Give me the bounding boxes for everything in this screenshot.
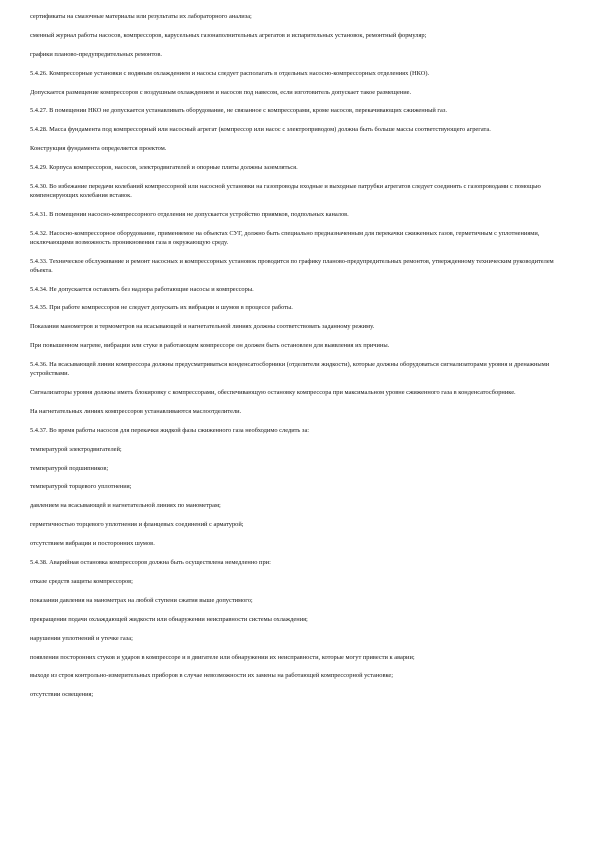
paragraph: 5.4.37. Во время работы насосов для перекачки жидкой фазы сжиженного газа необходимо следить за: — [30, 426, 310, 434]
paragraph: Конструкция фундамента определяется проектом. — [30, 145, 167, 153]
paragraph: 5.4.34. Не допускается оставлять без надзора работающие насосы и компрессоры. — [30, 285, 254, 293]
paragraph: отсутствии освещения; — [30, 691, 94, 699]
paragraph: давлением на всасывающей и нагнетательной линиях по манометрам; — [30, 502, 221, 510]
paragraph: 5.4.30. Во избежание передачи колебаний компрессорной или насосной установки на газопроводы входные и выходные патрубки агрегатов следует соединять с газопроводами с помощью компенсирующих колебания вставок. — [30, 183, 541, 200]
paragraph: 5.4.26. Компрессорные установки с водяным охлаждением и насосы следует располагать в отдельных насосно-компрессорных отделениях (НКО). — [30, 69, 430, 77]
document-page — [30, 12, 565, 709]
paragraph: Сигнализаторы уровня должны иметь блокировку с компрессорами, обеспечивающую остановку компрессора при максимальном уровне сжиженного газа в конденсатосборнике. — [30, 389, 516, 397]
paragraph: 5.4.32. Насосно-компрессорное оборудование, применяемое на объектах СУГ, должно быть специально предназначенным для перекачки сжиженных газов, герметичным с уплотнениями, исключающими возможность проникновения газа в окружающую среду. — [30, 229, 540, 246]
paragraph: отсутствием вибрации и посторонних шумов. — [30, 540, 155, 548]
paragraph: 5.4.31. В помещении насосно-компрессорного отделения не допускается устройство приямков, подпольных каналов. — [30, 210, 349, 218]
paragraph: 5.4.29. Корпуса компрессоров, насосов, электродвигателей и опорные плиты должны заземляться. — [30, 164, 298, 172]
paragraph: сертификаты на смазочные материалы или результаты их лабораторного анализа; — [30, 13, 252, 20]
paragraph: Допускается размещение компрессоров с воздушным охлаждением и насосов под навесом, если изготовитель допускает такое размещение. — [30, 88, 412, 96]
paragraph: появлении посторонних стуков и ударов в компрессоре и в двигателе или обнаружении их неисправности, которые могут привести к аварии; — [30, 653, 415, 661]
paragraph: температурой подшипников; — [30, 464, 109, 472]
paragraph: нарушении уплотнений и утечке газа; — [30, 634, 133, 642]
paragraph: показании давления на манометрах на любой ступени сжатия выше допустимого; — [30, 596, 253, 604]
paragraph: На нагнетательных линиях компрессоров устанавливаются маслоотделители. — [30, 407, 242, 415]
paragraph: температурой торцевого уплотнения; — [30, 483, 132, 491]
paragraph: отказе средств защиты компрессоров; — [30, 577, 133, 585]
paragraph: 5.4.36. На всасывающей линии компрессора должны предусматриваться конденсатосборники (отделители жидкости), которые должны оборудоваться сигнализаторами уровня и дренажными устройствами. — [30, 361, 550, 378]
paragraph: 5.4.28. Масса фундамента под компрессорный или насосный агрегат (компрессор или насос с электроприводом) должна быть больше массы соответствующего агрегата. — [30, 126, 491, 134]
paragraph: выходе из строя контрольно-измерительных приборов в случае невозможности их замены на работающей компрессорной установке; — [30, 672, 394, 680]
paragraph: графики планово-предупредительных ремонтов. — [30, 50, 162, 58]
paragraph: При повышенном нагреве, вибрации или стуке в работающем компрессоре он должен быть остановлен для выявления их причины. — [30, 342, 390, 350]
paragraph: 5.4.35. При работе компрессоров не следует допускать их вибрации и шумов в процессе работы. — [30, 304, 293, 312]
paragraph: герметичностью торцевого уплотнения и фланцевых соединений с арматурой; — [30, 521, 244, 529]
paragraph: температурой электродвигателей; — [30, 445, 122, 453]
paragraph: сменный журнал работы насосов, компрессоров, карусельных газонаполнительных агрегатов и испарительных установок, ремонтный формуляр; — [30, 31, 427, 39]
paragraph: 5.4.38. Аварийная остановка компрессоров должна быть осуществлена немедленно при: — [30, 559, 271, 567]
paragraph: Показания манометров и термометров на всасывающей и нагнетательной линиях должны соответствовать заданному режиму. — [30, 323, 375, 331]
paragraph: прекращении подачи охлаждающей жидкости или обнаружении неисправности системы охлаждения; — [30, 615, 308, 623]
paragraph: 5.4.27. В помещении НКО не допускается устанавливать оборудование, не связанное с компрессорами, кроме насосов, перекачивающих сжиженный газ. — [30, 107, 447, 115]
paragraph: 5.4.33. Техническое обслуживание и ремонт насосных и компрессорных установок проводится по графику планово-предупредительных ремонтов, утвержденному техническим руководителем объекта. — [30, 257, 554, 274]
